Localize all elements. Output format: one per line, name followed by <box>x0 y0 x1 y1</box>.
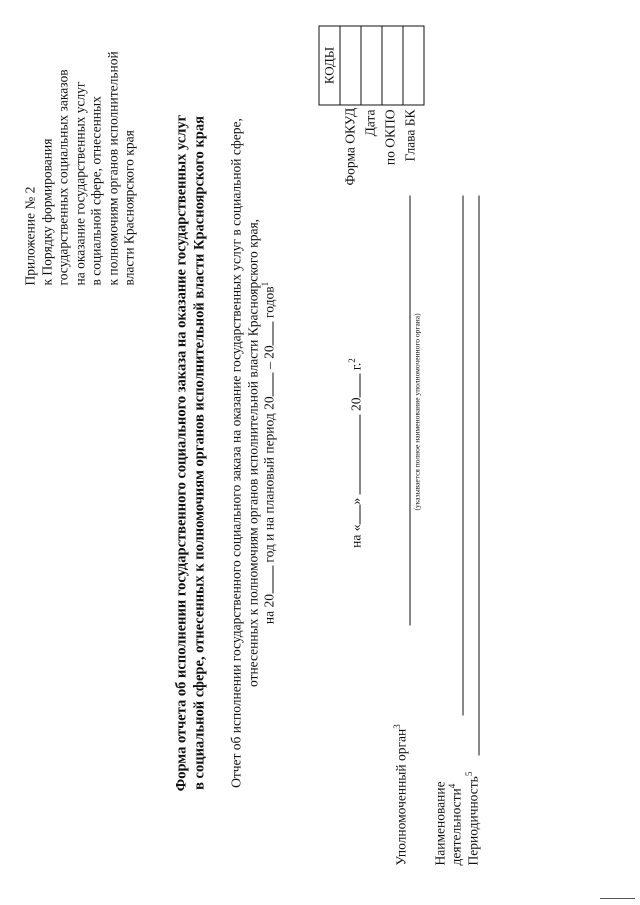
date-year-blank <box>348 373 360 397</box>
year-blank <box>261 566 273 594</box>
activity-label: Наименование деятельности$^4$ <box>432 780 463 865</box>
code-cell-okud[interactable] <box>340 26 361 105</box>
appendix-line: к Порядку формирования <box>38 138 54 285</box>
month-blank <box>348 414 360 494</box>
day-blank <box>348 504 360 524</box>
plan-year-blank <box>261 372 273 396</box>
appendix-line: к полномочиям органов исполнительной <box>104 50 120 285</box>
periodicity-line[interactable] <box>478 195 479 755</box>
report-line: отнесенных к полномочиям органов исполнительной власти Красноярского края, <box>244 218 260 687</box>
codes-labels <box>340 109 420 185</box>
code-cell-bk[interactable] <box>403 26 424 105</box>
codes-table <box>318 25 424 105</box>
authority-label: Уполномоченный орган$^3$ <box>391 723 408 865</box>
form-title <box>172 0 208 905</box>
code-label-date: Дата <box>362 109 377 136</box>
authority-hint: (указывается полное наименование уполномоченного органа) <box>412 312 421 510</box>
report-line: Отчет об исполнении государственного социального заказа на оказание государственных услуг в социальной сфере, <box>228 117 243 788</box>
report-heading <box>228 0 278 905</box>
date-line: на «» 20 г.$^2$ <box>346 357 363 548</box>
report-period-line: на 20 год и на плановый период 20 – 20 годов$^1$ <box>259 281 276 624</box>
appendix-line: Приложение № 2 <box>22 186 37 285</box>
code-label-bk: Глава БК <box>402 109 417 161</box>
appendix-block <box>22 51 138 285</box>
code-cell-okpo[interactable] <box>382 26 403 105</box>
activity-line[interactable] <box>462 195 463 715</box>
codes-header: КОДЫ <box>319 26 340 105</box>
appendix-line: власти Красноярского края <box>121 129 136 285</box>
appendix-line: на оказание государственных услуг <box>71 80 87 285</box>
code-cell-date[interactable] <box>361 26 382 105</box>
appendix-line: в социальной сфере, отнесенных <box>88 95 103 285</box>
page-edge-line <box>600 898 635 899</box>
code-label-okud: Форма ОКУД <box>342 107 357 185</box>
periodicity-label: Периодичность$^5$ <box>463 771 480 865</box>
form-title-line: Форма отчета об исполнении государственного социального заказа на оказание государственных услуг <box>173 114 189 791</box>
form-title-line: в социальной сфере, отнесенных к полномочиям органов исполнительной власти Красноярского края <box>191 115 207 790</box>
code-label-okpo: по ОКПО <box>382 109 397 165</box>
appendix-line: государственных социальных заказов <box>55 68 70 285</box>
authority-line[interactable] <box>409 195 410 625</box>
plan-year-end-blank <box>261 321 273 345</box>
